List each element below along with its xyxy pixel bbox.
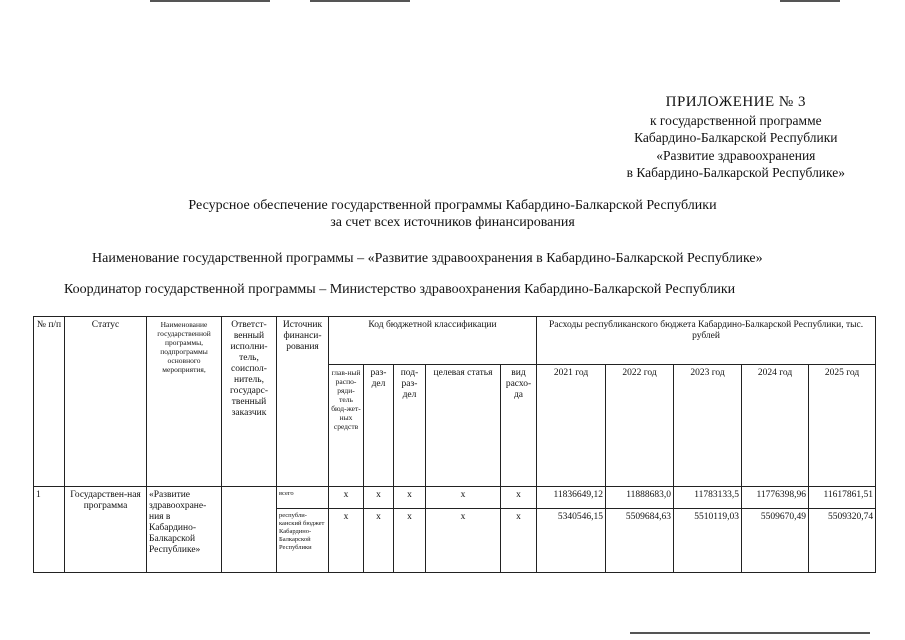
scan-edge-top (780, 0, 840, 2)
row-code: x (364, 487, 394, 509)
document-heading (0, 197, 905, 231)
resource-table (33, 316, 876, 573)
row-name: «Развитие здравоохране-ния в Кабардино-Балкарской Республике» (147, 487, 222, 573)
subheader-target: целевая статья (426, 365, 501, 487)
subheader-year: 2024 год (742, 365, 809, 487)
header-status: Статус (65, 317, 147, 487)
row-value: 11888683,0 (606, 487, 674, 509)
row-responsible (222, 487, 277, 573)
heading-line: Ресурсное обеспечение государственной программы Кабардино-Балкарской Республики (188, 198, 717, 213)
row-value: 5509684,63 (606, 509, 674, 573)
subheader-year: 2022 год (606, 365, 674, 487)
subheader-grbs: глав-ный распо-ряди-тель бюд-жет-ных средств (329, 365, 364, 487)
row-code: x (501, 509, 537, 573)
subheader-vid: вид расхо-да (501, 365, 537, 487)
row-value: 11783133,5 (674, 487, 742, 509)
row-code: x (329, 487, 364, 509)
row-value: 5340546,15 (537, 509, 606, 573)
row-source: республи-канский бюджет Кабардино-Балкарской Республики (277, 509, 329, 573)
program-name-line: Наименование государственной программы – «Развитие здравоохранения в Кабардино-Балкарской Республике» (92, 251, 763, 266)
subheader-razdel: раз-дел (364, 365, 394, 487)
subheader-podrazdel: под-раз-дел (394, 365, 426, 487)
scan-edge-top (310, 0, 410, 2)
appendix-block (627, 94, 845, 182)
row-value: 11836649,12 (537, 487, 606, 509)
row-value: 11617861,51 (809, 487, 876, 509)
appendix-line: «Развитие здравоохранения (656, 147, 816, 163)
header-num: № п/п (34, 317, 65, 487)
coordinator-line: Координатор государственной программы – Министерство здравоохранения Кабардино-Балкарской Республики (64, 282, 736, 297)
appendix-line: Кабардино-Балкарской Республики (634, 130, 838, 145)
header-responsible: Ответст-венный исполни-тель, соиспол-нитель, государс-твенный заказчик (222, 317, 277, 487)
row-value: 5509670,49 (742, 509, 809, 573)
appendix-line: в Кабардино-Балкарской Республике» (626, 165, 845, 180)
subheader-year: 2025 год (809, 365, 876, 487)
header-source: Источник финанси-рования (277, 317, 329, 487)
row-value: 5509320,74 (809, 509, 876, 573)
row-num: 1 (34, 487, 65, 573)
row-code: x (501, 487, 537, 509)
subheader-year: 2021 год (537, 365, 606, 487)
row-code: x (364, 509, 394, 573)
subheader-year: 2023 год (674, 365, 742, 487)
header-expenses: Расходы республиканского бюджета Кабардино-Балкарской Республики, тыс. рублей (537, 317, 876, 365)
scan-edge-top (150, 0, 270, 2)
row-code: x (394, 487, 426, 509)
appendix-title: ПРИЛОЖЕНИЕ № 3 (665, 94, 806, 110)
row-value: 5510119,03 (674, 509, 742, 573)
header-name: Наименование государственной программы, подпрограммы основного мероприятия, (147, 317, 222, 487)
table-row (34, 487, 876, 509)
row-code: x (329, 509, 364, 573)
row-code: x (426, 509, 501, 573)
row-source: всего (277, 487, 329, 509)
row-code: x (426, 487, 501, 509)
row-value: 11776398,96 (742, 487, 809, 509)
header-row (34, 317, 876, 365)
scan-edge-bottom (630, 632, 870, 634)
row-status: Государствен-ная программа (65, 487, 147, 573)
appendix-line: к государственной программе (650, 112, 822, 128)
heading-line: за счет всех источников финансирования (330, 215, 575, 230)
header-budget-code: Код бюджетной классификации (329, 317, 537, 365)
row-code: x (394, 509, 426, 573)
